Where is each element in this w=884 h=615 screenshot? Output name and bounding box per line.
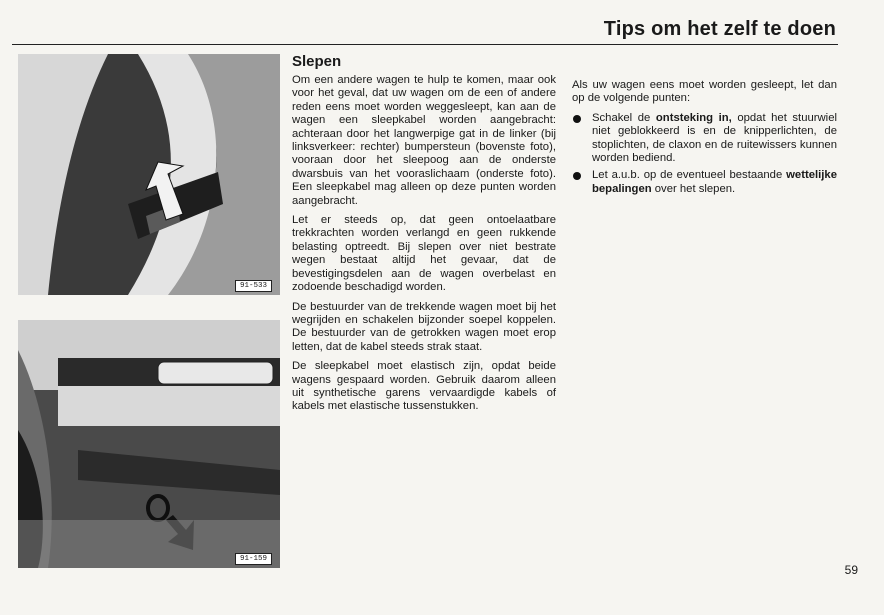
photo-rear-bumper-bracket (18, 54, 280, 295)
bullet-icon (573, 172, 581, 180)
towed-car-checklist (572, 79, 837, 196)
list-item-text: Let a.u.b. op de eventueel bestaande wettelijke bepalingen over het slepen. (592, 169, 837, 195)
list-item (572, 169, 837, 196)
photo-front-tow-eye (18, 320, 280, 568)
page-number: 59 (844, 563, 858, 577)
header-rule (12, 44, 838, 45)
photo-code-label: 91-159 (235, 553, 272, 565)
checklist-intro: Als uw wagen eens moet worden gesleept, let dan op de volgende punten: (572, 79, 837, 105)
paragraph-tension-warning: Let er steeds op, dat geen ontoelaatbare trekkrachten worden verlangd en geen rukkende belasting optreedt. Bij slepen over niet bestrate wegen bestaat altijd het gevaar, dat de bevestigingsdelen aan de wagen overbelast en zodoende beschadigd worden. (292, 214, 556, 294)
bullet-icon (573, 115, 581, 123)
section-title: Slepen (292, 53, 342, 70)
front-axle-illustration (18, 320, 280, 568)
paragraph-cable-requirements: De sleepkabel moet elastisch zijn, opdat beide wagens gespaard worden. Gebruik daarom alleen uit synthetische garens vervaardigde kabels of kabels met elastische tussenstukken. (292, 360, 556, 413)
list-item-text: Schakel de ontsteking in, opdat het stuurwiel niet geblokkeerd is en de knipperlichten, de stoplichten, de claxon en de ruitewissers kunnen worden bediend. (592, 111, 837, 165)
list-item (572, 112, 837, 166)
paragraph-driver-instructions: De bestuurder van de trekkende wagen moet bij het wegrijden en schakelen bijzonder soepel koppelen. De bestuurder van de getrokken wagen moet erop letten, dat de kabel steeds strak staat. (292, 300, 556, 353)
photo-code-label: 91-533 (235, 280, 272, 292)
page-header-title: Tips om het zelf te doen (603, 18, 836, 40)
rear-bumper-illustration (18, 54, 280, 295)
paragraph-attachment-points: Om een andere wagen te hulp te komen, maar ook voor het geval, dat uw wagen om de een of andere reden eens moet worden weggesleept, kan aan de wagen een sleepkabel worden aangebracht: achteraan door het langwerpige gat in de linker (bij linksverkeer: rechter) bumpersteun (bovenste foto), vooraan door het sleepoog aan de onderste dwarsbuis van het vooraslichaam (onderste foto). Een sleepkabel mag alleen op deze punten worden aangebracht. (292, 74, 556, 207)
towing-section (292, 53, 556, 420)
